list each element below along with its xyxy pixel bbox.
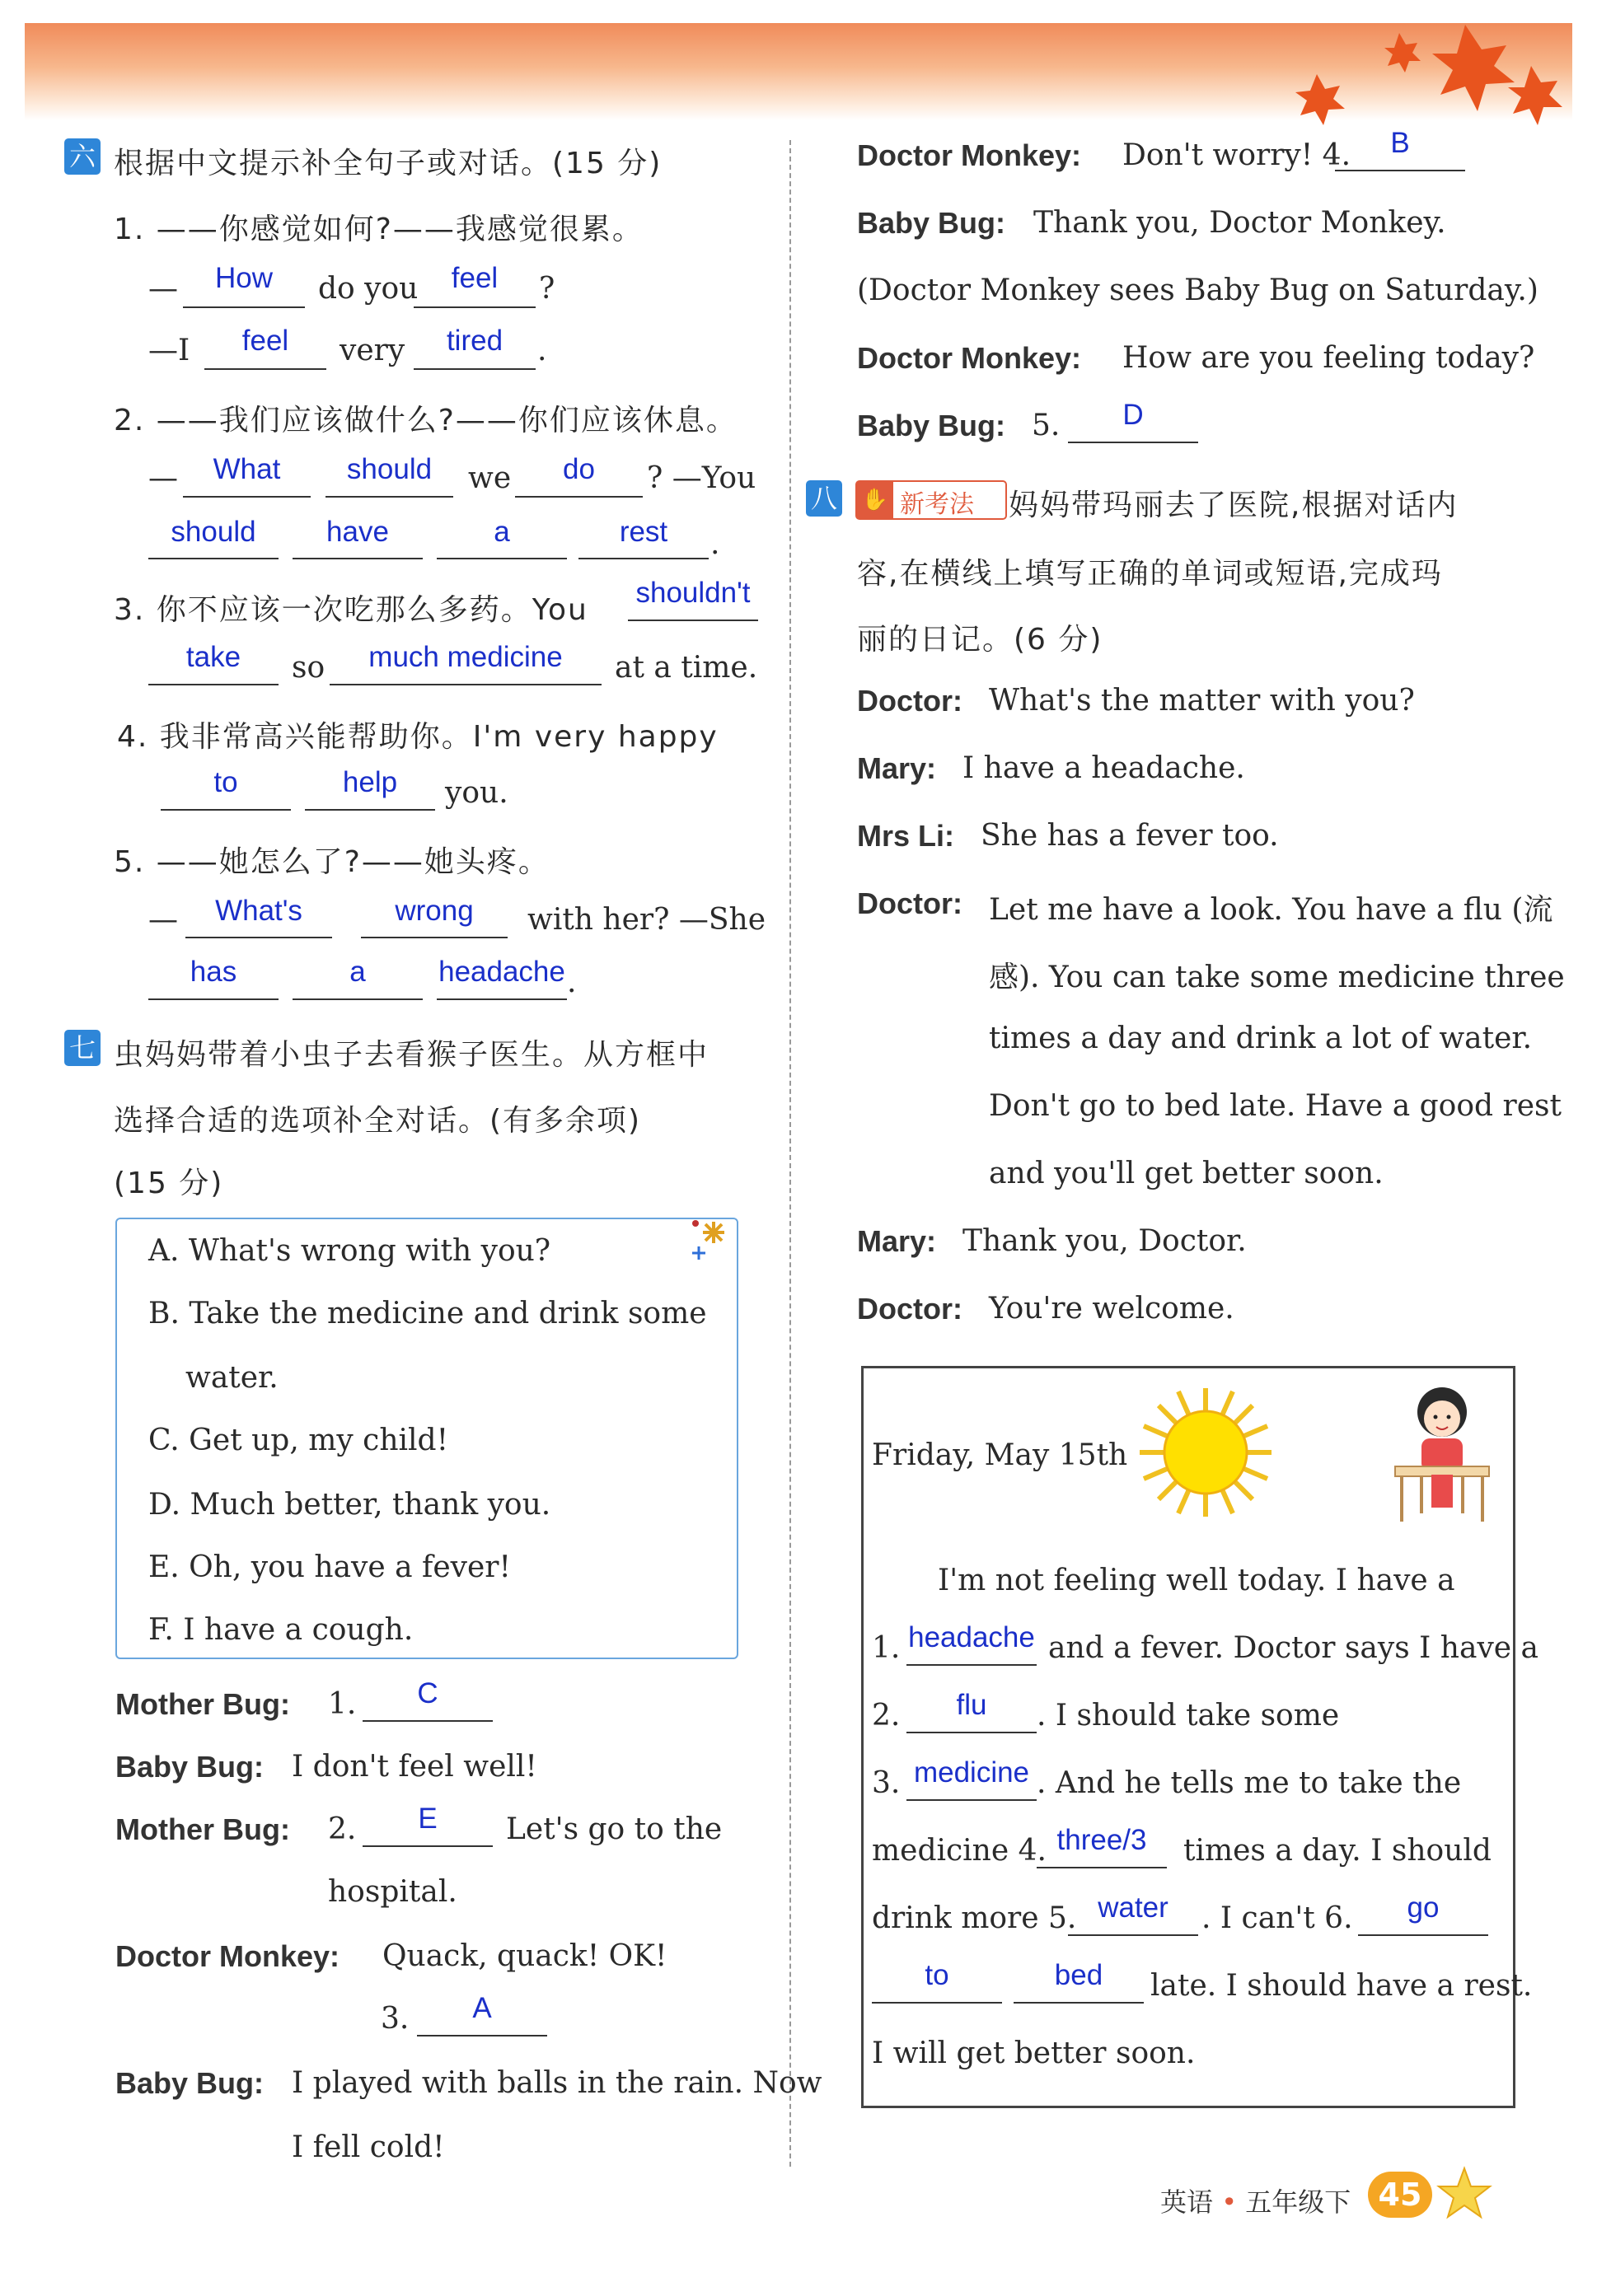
option-a: A. What's wrong with you? (148, 1234, 551, 1268)
q1-answer-3: feel (241, 325, 289, 357)
q1-blank-2[interactable] (414, 306, 536, 308)
dlg8-doctor-3: You're welcome. (989, 1292, 1234, 1326)
dlg8-doctor-2-l4: Don't go to bed late. Have a good rest (989, 1089, 1562, 1123)
dlg8-doctor-2-l2: 感). You can take some medicine three (989, 961, 1565, 994)
option-f: F. I have a cough. (148, 1613, 414, 1647)
section-8-title-1: 妈妈带玛丽去了医院,根据对话内 (1009, 489, 1459, 522)
q5-chinese: 5. ——她怎么了?——她头疼。 (114, 845, 550, 879)
q1-answer-1: How (214, 262, 274, 294)
diary-blank-4[interactable] (1037, 1867, 1167, 1868)
q1-very: very (340, 334, 405, 367)
diary-answer-8: bed (1054, 1959, 1103, 1991)
sun-icon (1136, 1386, 1276, 1518)
q2-blank-5[interactable] (293, 558, 423, 559)
diary-answer-7: to (925, 1959, 949, 1991)
q2-blank-4[interactable] (148, 558, 279, 559)
dlg7-blank-5[interactable] (1068, 442, 1198, 443)
diary-2-num: 2. (872, 1699, 901, 1733)
q5-blank-4[interactable] (293, 998, 423, 1000)
q1-answer-4: tired (446, 325, 503, 357)
q2-you: ? —You (647, 461, 756, 495)
dlg7-answer-2: E (418, 1803, 438, 1835)
option-b: B. Take the medicine and drink some (148, 1297, 707, 1330)
q5-answer-5: headache (438, 956, 565, 988)
dlg7-5-num: 5. (1032, 409, 1061, 442)
q5-blank-3[interactable] (148, 998, 279, 1000)
section-6-title: 根据中文提示补全句子或对话。(15 分) (114, 147, 663, 180)
speaker-doctor-monkey-3: Doctor Monkey: (857, 341, 1082, 375)
q3-answer-1: shouldn't (635, 577, 751, 609)
q5-blank-2[interactable] (361, 937, 508, 938)
column-divider (789, 140, 791, 2167)
q5-with: with her? —She (527, 903, 766, 937)
speaker-mrs-li: Mrs Li: (857, 819, 955, 853)
section-7-title-2: 选择合适的选项补全对话。(有多余项) (114, 1104, 642, 1138)
dlg7-answer-5: D (1122, 399, 1144, 431)
diary-1-num: 1. (872, 1631, 901, 1665)
q3-chinese: 3. 你不应该一次吃那么多药。You (114, 593, 588, 627)
speaker-baby-bug-2: Baby Bug: (115, 2066, 264, 2100)
option-c: C. Get up, my child! (148, 1424, 449, 1457)
q5-blank-1[interactable] (185, 937, 332, 938)
q4-you: you. (445, 776, 508, 810)
q2-answer-1: What (213, 453, 281, 485)
q5-dot: . (567, 966, 577, 999)
q5-answer-2: wrong (395, 895, 474, 927)
speaker-mary: Mary: (857, 751, 937, 785)
diary-3-num: 3. (872, 1766, 901, 1800)
diary-line-8: I will get better soon. (872, 2036, 1196, 2070)
speaker-doctor-monkey-2: Doctor Monkey: (857, 138, 1082, 172)
dlg7-baby-2-cont: I fell cold! (292, 2130, 445, 2164)
section-7-badge: 七 (64, 1030, 101, 1066)
q3-blank-1[interactable] (628, 620, 758, 621)
dlg7-answer-3: A (472, 1992, 492, 2024)
q2-blank-6[interactable] (437, 558, 567, 559)
section-6-badge: 六 (64, 138, 101, 175)
q4-blank-1[interactable] (161, 809, 291, 811)
q1-text: do you (318, 272, 419, 306)
q3-blank-3[interactable] (330, 684, 602, 685)
q2-answer-4: should (171, 516, 256, 548)
q1-blank-1[interactable] (183, 306, 305, 308)
q5-blank-5[interactable] (437, 998, 567, 1000)
dlg7-mother-2-cont: hospital. (328, 1875, 457, 1909)
hand-icon: ✋ (857, 482, 893, 518)
q5-answer-3: has (190, 956, 237, 988)
diary-answer-5: water (1098, 1892, 1168, 1924)
diary-blank-6[interactable] (1358, 1934, 1488, 1936)
diary-date: Friday, May 15th (872, 1438, 1128, 1472)
q4-blank-2[interactable] (305, 809, 435, 811)
diary-line-3: . I should take some (1037, 1699, 1340, 1733)
dlg7-1-num: 1. (328, 1687, 357, 1721)
diary-blank-7[interactable] (872, 2002, 1002, 2004)
option-e: E. Oh, you have a fever! (148, 1550, 511, 1584)
q1-blank-4[interactable] (414, 368, 536, 370)
q1-dot: . (537, 334, 547, 367)
q3-blank-2[interactable] (148, 684, 279, 685)
q2-blank-3[interactable] (515, 496, 643, 498)
q2-dash: — (148, 461, 178, 495)
q5-answer-4: a (349, 956, 366, 988)
q2-chinese: 2. ——我们应该做什么?——你们应该休息。 (114, 404, 738, 437)
q2-answer-7: rest (619, 516, 668, 548)
diary-blank-8[interactable] (1014, 2002, 1144, 2004)
dlg7-baby-3: Thank you, Doctor Monkey. (1033, 206, 1446, 240)
diary-line-5a: medicine 4. (872, 1834, 1047, 1868)
speaker-baby-bug-3: Baby Bug: (857, 206, 1005, 240)
diary-blank-2[interactable] (906, 1732, 1037, 1733)
diary-answer-3: medicine (913, 1756, 1030, 1789)
star-decoration-icon (689, 1215, 738, 1265)
diary-answer-4: three/3 (1056, 1824, 1147, 1856)
speaker-doctor: Doctor: (857, 684, 962, 718)
q2-we: we (468, 461, 512, 495)
q2-blank-1[interactable] (183, 496, 311, 498)
diary-answer-6: go (1407, 1892, 1440, 1924)
footer-label: 英语 • 五年级下 (1160, 2186, 1351, 2218)
q1-dash: — (148, 272, 178, 306)
q1-blank-3[interactable] (204, 368, 326, 370)
star-icon (1435, 2165, 1493, 2223)
dlg8-mrsli: She has a fever too. (981, 819, 1279, 853)
dlg7-mother-2: Let's go to the (506, 1812, 723, 1846)
q2-answer-5: have (326, 516, 389, 548)
diary-line-2: and a fever. Doctor says I have a (1048, 1631, 1539, 1665)
section-7-title-1: 虫妈妈带着小虫子去看猴子医生。从方框中 (114, 1038, 710, 1072)
new-exam-tag-label: 新考法 (900, 490, 974, 519)
diary-line-6a: drink more 5. (872, 1901, 1077, 1935)
dlg8-doctor-2-l1: Let me have a look. You have a flu (流 (989, 893, 1553, 927)
dlg7-answer-4: B (1390, 127, 1410, 159)
dlg8-doctor-1: What's the matter with you? (989, 684, 1415, 718)
dlg7-baby-1: I don't feel well! (292, 1750, 537, 1784)
speaker-doctor-2: Doctor: (857, 886, 962, 920)
speaker-mary-2: Mary: (857, 1224, 937, 1258)
diary-blank-1[interactable] (906, 1664, 1037, 1666)
dlg8-mary-1: I have a headache. (962, 751, 1245, 785)
q3-answer-2: take (185, 641, 241, 673)
q2-answer-3: do (563, 453, 595, 485)
footer-subject: 英语 (1160, 2186, 1214, 2218)
q1-answer-2: feel (451, 262, 499, 294)
option-b-cont: water. (185, 1361, 279, 1395)
speaker-doctor-3: Doctor: (857, 1292, 962, 1326)
q3-answer-3: much medicine (368, 641, 563, 673)
speaker-baby-bug-4: Baby Bug: (857, 409, 1005, 442)
dlg7-2-num: 2. (328, 1812, 357, 1846)
dlg7-doctor-2: Don't worry! 4. (1122, 138, 1351, 172)
diary-blank-3[interactable] (906, 1799, 1037, 1801)
q5-dash: — (148, 903, 178, 937)
q2-answer-6: a (494, 516, 510, 548)
footer-grade: 五年级下 (1245, 2186, 1351, 2218)
dlg7-3-num: 3. (381, 2002, 410, 2036)
diary-line-4: . And he tells me to take the (1037, 1766, 1462, 1800)
diary-answer-2: flu (956, 1689, 987, 1721)
option-d: D. Much better, thank you. (148, 1488, 551, 1522)
q3-tail: at a time. (615, 651, 758, 685)
diary-line-6b: . I can't 6. (1201, 1901, 1353, 1935)
q2-blank-7[interactable] (578, 558, 709, 559)
q2-blank-2[interactable] (325, 496, 453, 498)
section-8-badge: 八 (806, 480, 842, 517)
q4-answer-2: help (342, 766, 398, 798)
q2-answer-2: should (346, 453, 433, 485)
dlg8-doctor-2-l3: times a day and drink a lot of water. (989, 1022, 1533, 1055)
girl-at-desk-icon (1389, 1377, 1496, 1526)
q1-qmark: ? (539, 272, 555, 306)
diary-line-7: late. I should have a rest. (1150, 1969, 1533, 2003)
speaker-mother-bug-2: Mother Bug: (115, 1812, 290, 1846)
speaker-doctor-monkey: Doctor Monkey: (115, 1939, 340, 1973)
diary-line-5b: times a day. I should (1183, 1834, 1492, 1868)
section-8-title-2: 容,在横线上填写正确的单词或短语,完成玛 (857, 557, 1443, 591)
dlg7-blank-1[interactable] (363, 1720, 493, 1722)
dlg7-doctor-1: Quack, quack! OK! (382, 1939, 667, 1973)
q4-answer-1: to (213, 766, 238, 798)
stage-direction: (Doctor Monkey sees Baby Bug on Saturday.) (857, 274, 1538, 307)
dlg7-blank-3[interactable] (417, 2035, 547, 2036)
dlg7-baby-2: I played with balls in the rain. Now (292, 2066, 822, 2100)
speaker-mother-bug: Mother Bug: (115, 1687, 290, 1721)
q1-chinese: 1. ——你感觉如何?——我感觉很累。 (114, 213, 644, 246)
dlg8-doctor-2-l5: and you'll get better soon. (989, 1157, 1384, 1190)
page-number: 45 (1368, 2172, 1432, 2218)
dlg8-mary-2: Thank you, Doctor. (962, 1224, 1247, 1258)
diary-blank-5[interactable] (1068, 1934, 1198, 1936)
diary-line-1: I'm not feeling well today. I have a (938, 1564, 1455, 1597)
dlg7-answer-1: C (417, 1677, 438, 1709)
q1-dash-2: —I (148, 334, 190, 367)
dlg7-blank-2[interactable] (363, 1845, 493, 1847)
section-8-title-3: 丽的日记。(6 分) (857, 623, 1103, 657)
section-7-title-3: (15 分) (114, 1167, 224, 1200)
q5-answer-1: What's (215, 895, 302, 927)
speaker-baby-bug: Baby Bug: (115, 1750, 264, 1784)
q3-so: so (292, 651, 325, 685)
q2-dot: . (710, 527, 720, 561)
q4-chinese: 4. 我非常高兴能帮助你。I'm very happy (117, 720, 719, 754)
diary-answer-1: headache (908, 1621, 1035, 1653)
new-exam-tag (855, 480, 1007, 520)
dlg7-doctor-3: How are you feeling today? (1122, 341, 1535, 375)
dlg7-blank-4[interactable] (1335, 170, 1465, 171)
